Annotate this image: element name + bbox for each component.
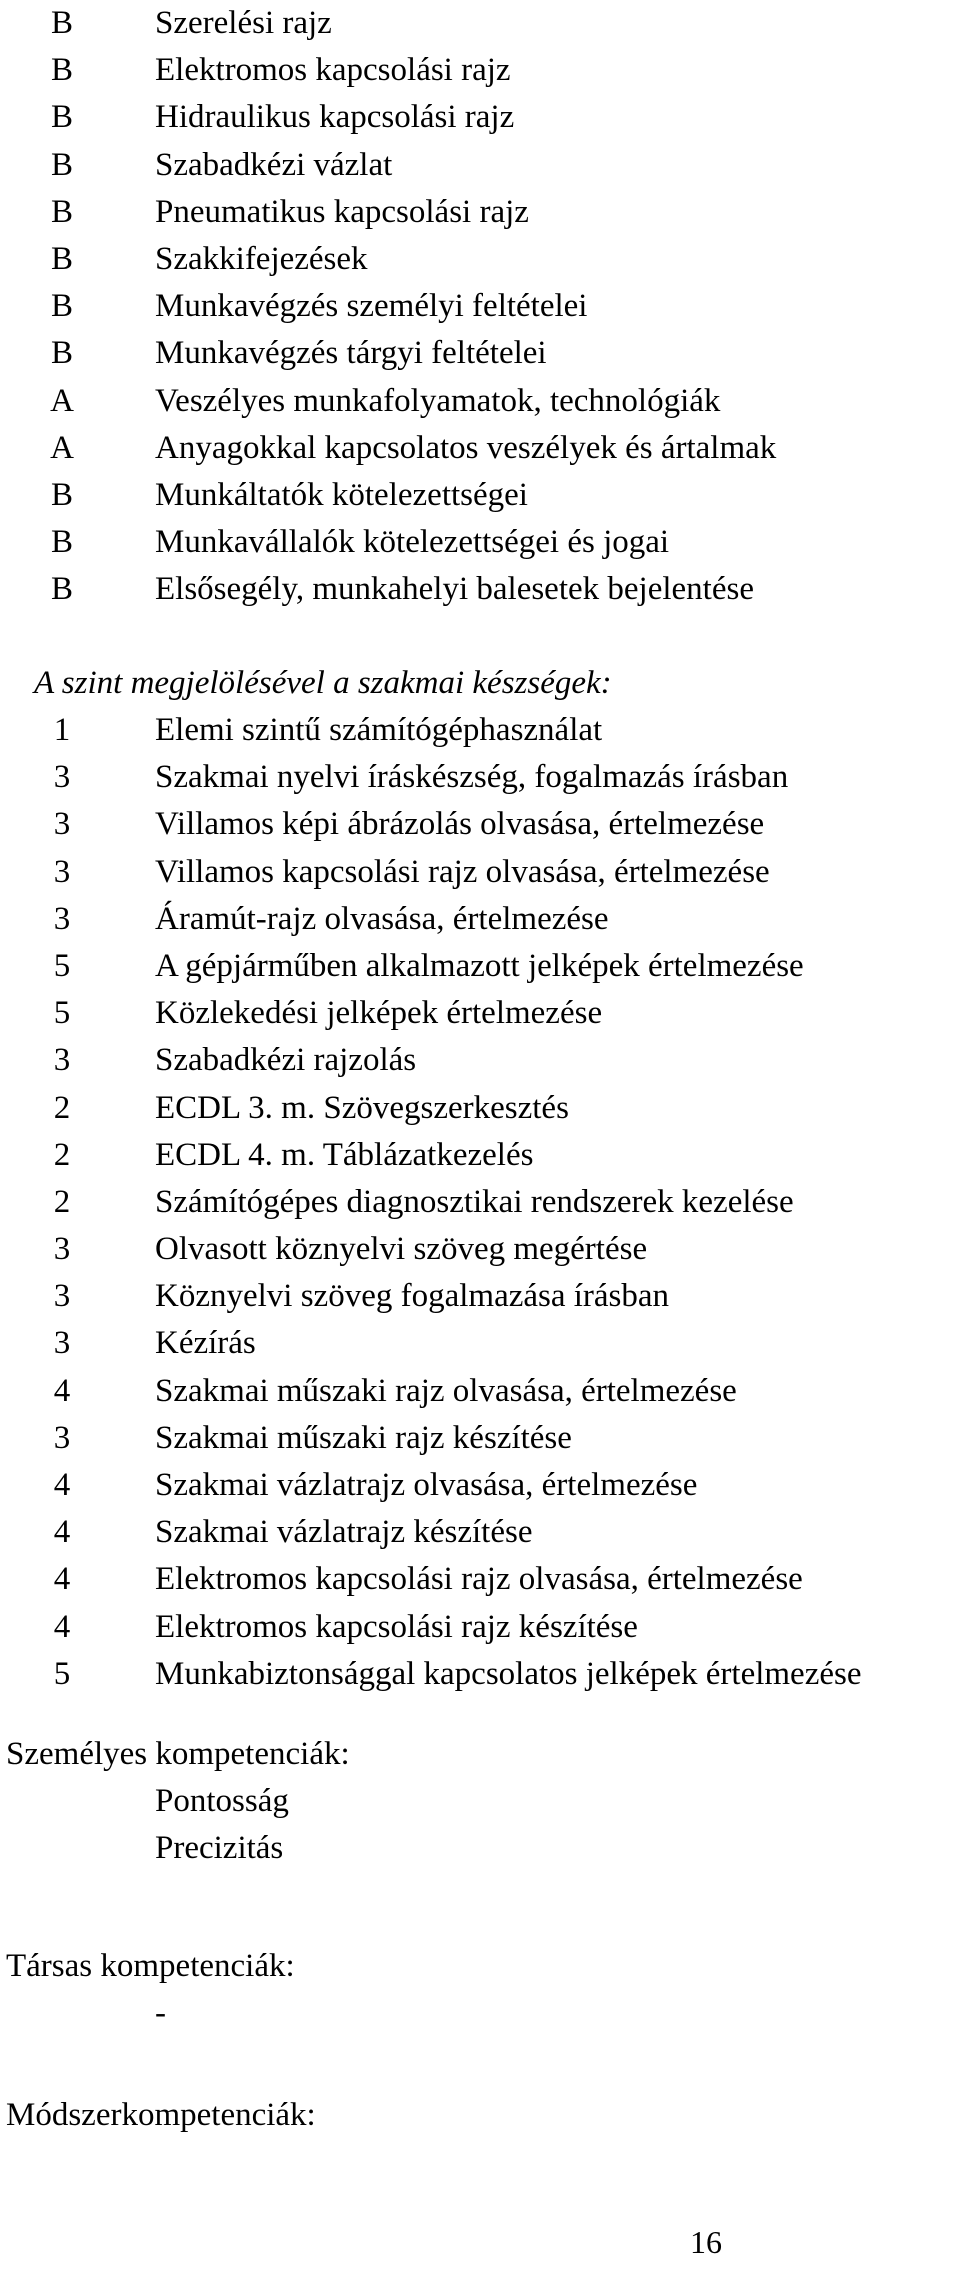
- skill-row-label: ECDL 3. m. Szövegszerkesztés: [155, 1089, 569, 1126]
- skill-row-code: 3: [53, 1278, 71, 1315]
- skill-row-label: Szakmai nyelvi íráskészség, fogalmazás írásban: [155, 759, 789, 796]
- knowledge-row-code: B: [50, 335, 73, 372]
- skill-row: [0, 1556, 960, 1603]
- skill-row-label: Villamos kapcsolási rajz olvasása, értelmezése: [155, 853, 770, 890]
- knowledge-row-code: B: [50, 193, 73, 230]
- skill-row: [0, 849, 960, 896]
- skill-row: [0, 943, 960, 990]
- skill-row-label: Elektromos kapcsolási rajz olvasása, értelmezése: [155, 1561, 803, 1598]
- skill-row-code: 2: [53, 1183, 71, 1220]
- skill-row-code: 4: [53, 1372, 71, 1409]
- skill-row-label: Számítógépes diagnosztikai rendszerek kezelése: [155, 1183, 794, 1220]
- knowledge-row: [0, 47, 960, 94]
- knowledge-row-label: Szerelési rajz: [155, 5, 332, 41]
- knowledge-row: [0, 94, 960, 141]
- knowledge-row-code: B: [50, 476, 73, 513]
- knowledge-row: [0, 330, 960, 377]
- skill-row-code: 5: [53, 995, 71, 1032]
- skill-row-label: Szakmai műszaki rajz készítése: [155, 1419, 572, 1456]
- personal-competency-item: Precizitás: [155, 1830, 284, 1866]
- social-competency-item: -: [155, 1995, 166, 2031]
- skill-row-code: 5: [53, 947, 71, 984]
- skill-row-code: 3: [53, 1419, 71, 1456]
- knowledge-row-code: B: [50, 99, 73, 136]
- knowledge-row-label: Veszélyes munkafolyamatok, technológiák: [155, 382, 721, 419]
- knowledge-row: [0, 142, 960, 189]
- skill-row: [0, 1651, 960, 1698]
- skill-row: [0, 1415, 960, 1462]
- skill-row: [0, 754, 960, 801]
- skill-row-code: 3: [53, 853, 71, 890]
- skill-row: [0, 1132, 960, 1179]
- skill-row: [0, 896, 960, 943]
- skill-row: [0, 1273, 960, 1320]
- social-competencies-heading: Társas kompetenciák:: [6, 1948, 295, 1984]
- skill-row-label: Köznyelvi szöveg fogalmazása írásban: [155, 1278, 670, 1315]
- knowledge-row-code: B: [50, 5, 73, 41]
- skill-row-label: ECDL 4. m. Táblázatkezelés: [155, 1136, 534, 1173]
- skill-row-code: 3: [53, 900, 71, 937]
- knowledge-row-code: A: [50, 429, 74, 466]
- skill-row-code: 4: [53, 1608, 71, 1645]
- skill-row-code: 3: [53, 1325, 71, 1362]
- knowledge-row-label: Munkavállalók kötelezettségei és jogai: [155, 524, 670, 561]
- knowledge-row-code: B: [50, 288, 73, 325]
- knowledge-list: [0, 0, 960, 613]
- skill-row-code: 2: [53, 1089, 71, 1126]
- skill-row: [0, 1226, 960, 1273]
- skill-row-label: Kézírás: [155, 1325, 256, 1362]
- skill-row: [0, 1085, 960, 1132]
- skill-row: [0, 1368, 960, 1415]
- skill-row-code: 3: [53, 806, 71, 843]
- knowledge-row: [0, 472, 960, 519]
- skill-row-code: 5: [53, 1655, 71, 1692]
- skill-row-label: Elemi szintű számítógéphasználat: [155, 712, 603, 748]
- knowledge-row-label: Szakkifejezések: [155, 240, 368, 277]
- knowledge-row: [0, 378, 960, 425]
- skill-row: [0, 1462, 960, 1509]
- skill-row-code: 3: [53, 759, 71, 796]
- knowledge-row-label: Munkavégzés tárgyi feltételei: [155, 335, 547, 372]
- skill-row: [0, 1509, 960, 1556]
- skill-row-label: Áramút-rajz olvasása, értelmezése: [155, 900, 609, 937]
- skill-row: [0, 1604, 960, 1651]
- skill-row: [0, 1037, 960, 1084]
- knowledge-row-label: Hidraulikus kapcsolási rajz: [155, 99, 515, 136]
- knowledge-row-code: B: [50, 571, 73, 608]
- skill-row: [0, 1179, 960, 1226]
- skill-row-label: A gépjárműben alkalmazott jelképek értelmezése: [155, 947, 804, 984]
- knowledge-row-code: B: [50, 240, 73, 277]
- knowledge-row-label: Pneumatikus kapcsolási rajz: [155, 193, 529, 230]
- skill-row: [0, 707, 960, 754]
- skill-row-code: 4: [53, 1467, 71, 1503]
- skill-row-label: Szakmai vázlatrajz készítése: [155, 1514, 533, 1551]
- knowledge-row-code: B: [50, 524, 73, 561]
- knowledge-row-label: Szabadkézi vázlat: [155, 146, 393, 183]
- knowledge-row-code: A: [50, 382, 74, 419]
- knowledge-row-label: Anyagokkal kapcsolatos veszélyek és ártalmak: [155, 429, 777, 466]
- knowledge-row: [0, 236, 960, 283]
- skill-row-label: Elektromos kapcsolási rajz készítése: [155, 1608, 638, 1645]
- skill-row-label: Szakmai műszaki rajz olvasása, értelmezése: [155, 1372, 737, 1409]
- skill-row: [0, 1320, 960, 1367]
- skill-row-label: Közlekedési jelképek értelmezése: [155, 995, 603, 1032]
- knowledge-row-label: Munkáltatók kötelezettségei: [155, 476, 528, 513]
- knowledge-row-code: B: [50, 52, 73, 89]
- skill-row-code: 3: [53, 1042, 71, 1079]
- knowledge-row-label: Elsősegély, munkahelyi balesetek bejelentése: [155, 571, 754, 608]
- knowledge-row-label: Munkavégzés személyi feltételei: [155, 288, 588, 325]
- knowledge-row: [0, 566, 960, 613]
- knowledge-row: [0, 189, 960, 236]
- knowledge-row: [0, 283, 960, 330]
- personal-competencies-heading: Személyes kompetenciák:: [6, 1736, 350, 1772]
- page-number: 16: [690, 2224, 722, 2260]
- skill-row-code: 4: [53, 1514, 71, 1551]
- skill-row-code: 1: [53, 712, 71, 748]
- knowledge-row: [0, 0, 960, 47]
- skill-row-code: 3: [53, 1231, 71, 1268]
- skill-row-code: 4: [53, 1561, 71, 1598]
- methodical-competencies-heading: Módszerkompetenciák:: [6, 2097, 316, 2133]
- skill-row-code: 2: [53, 1136, 71, 1173]
- skills-list: [0, 707, 960, 1698]
- knowledge-row: [0, 519, 960, 566]
- knowledge-row-label: Elektromos kapcsolási rajz: [155, 52, 511, 89]
- skill-row-label: Szabadkézi rajzolás: [155, 1042, 417, 1079]
- personal-competency-item: Pontosság: [155, 1783, 289, 1819]
- skill-row-label: Villamos képi ábrázolás olvasása, értelmezése: [155, 806, 765, 843]
- skill-row-label: Olvasott köznyelvi szöveg megértése: [155, 1231, 648, 1268]
- skill-row: [0, 990, 960, 1037]
- knowledge-row-code: B: [50, 146, 73, 183]
- skill-row-label: Munkabiztonsággal kapcsolatos jelképek értelmezése: [155, 1655, 862, 1692]
- skill-row: [0, 801, 960, 848]
- skill-row-label: Szakmai vázlatrajz olvasása, értelmezése: [155, 1467, 698, 1503]
- knowledge-row: [0, 425, 960, 472]
- skills-heading: A szint megjelölésével a szakmai készségek:: [34, 665, 612, 701]
